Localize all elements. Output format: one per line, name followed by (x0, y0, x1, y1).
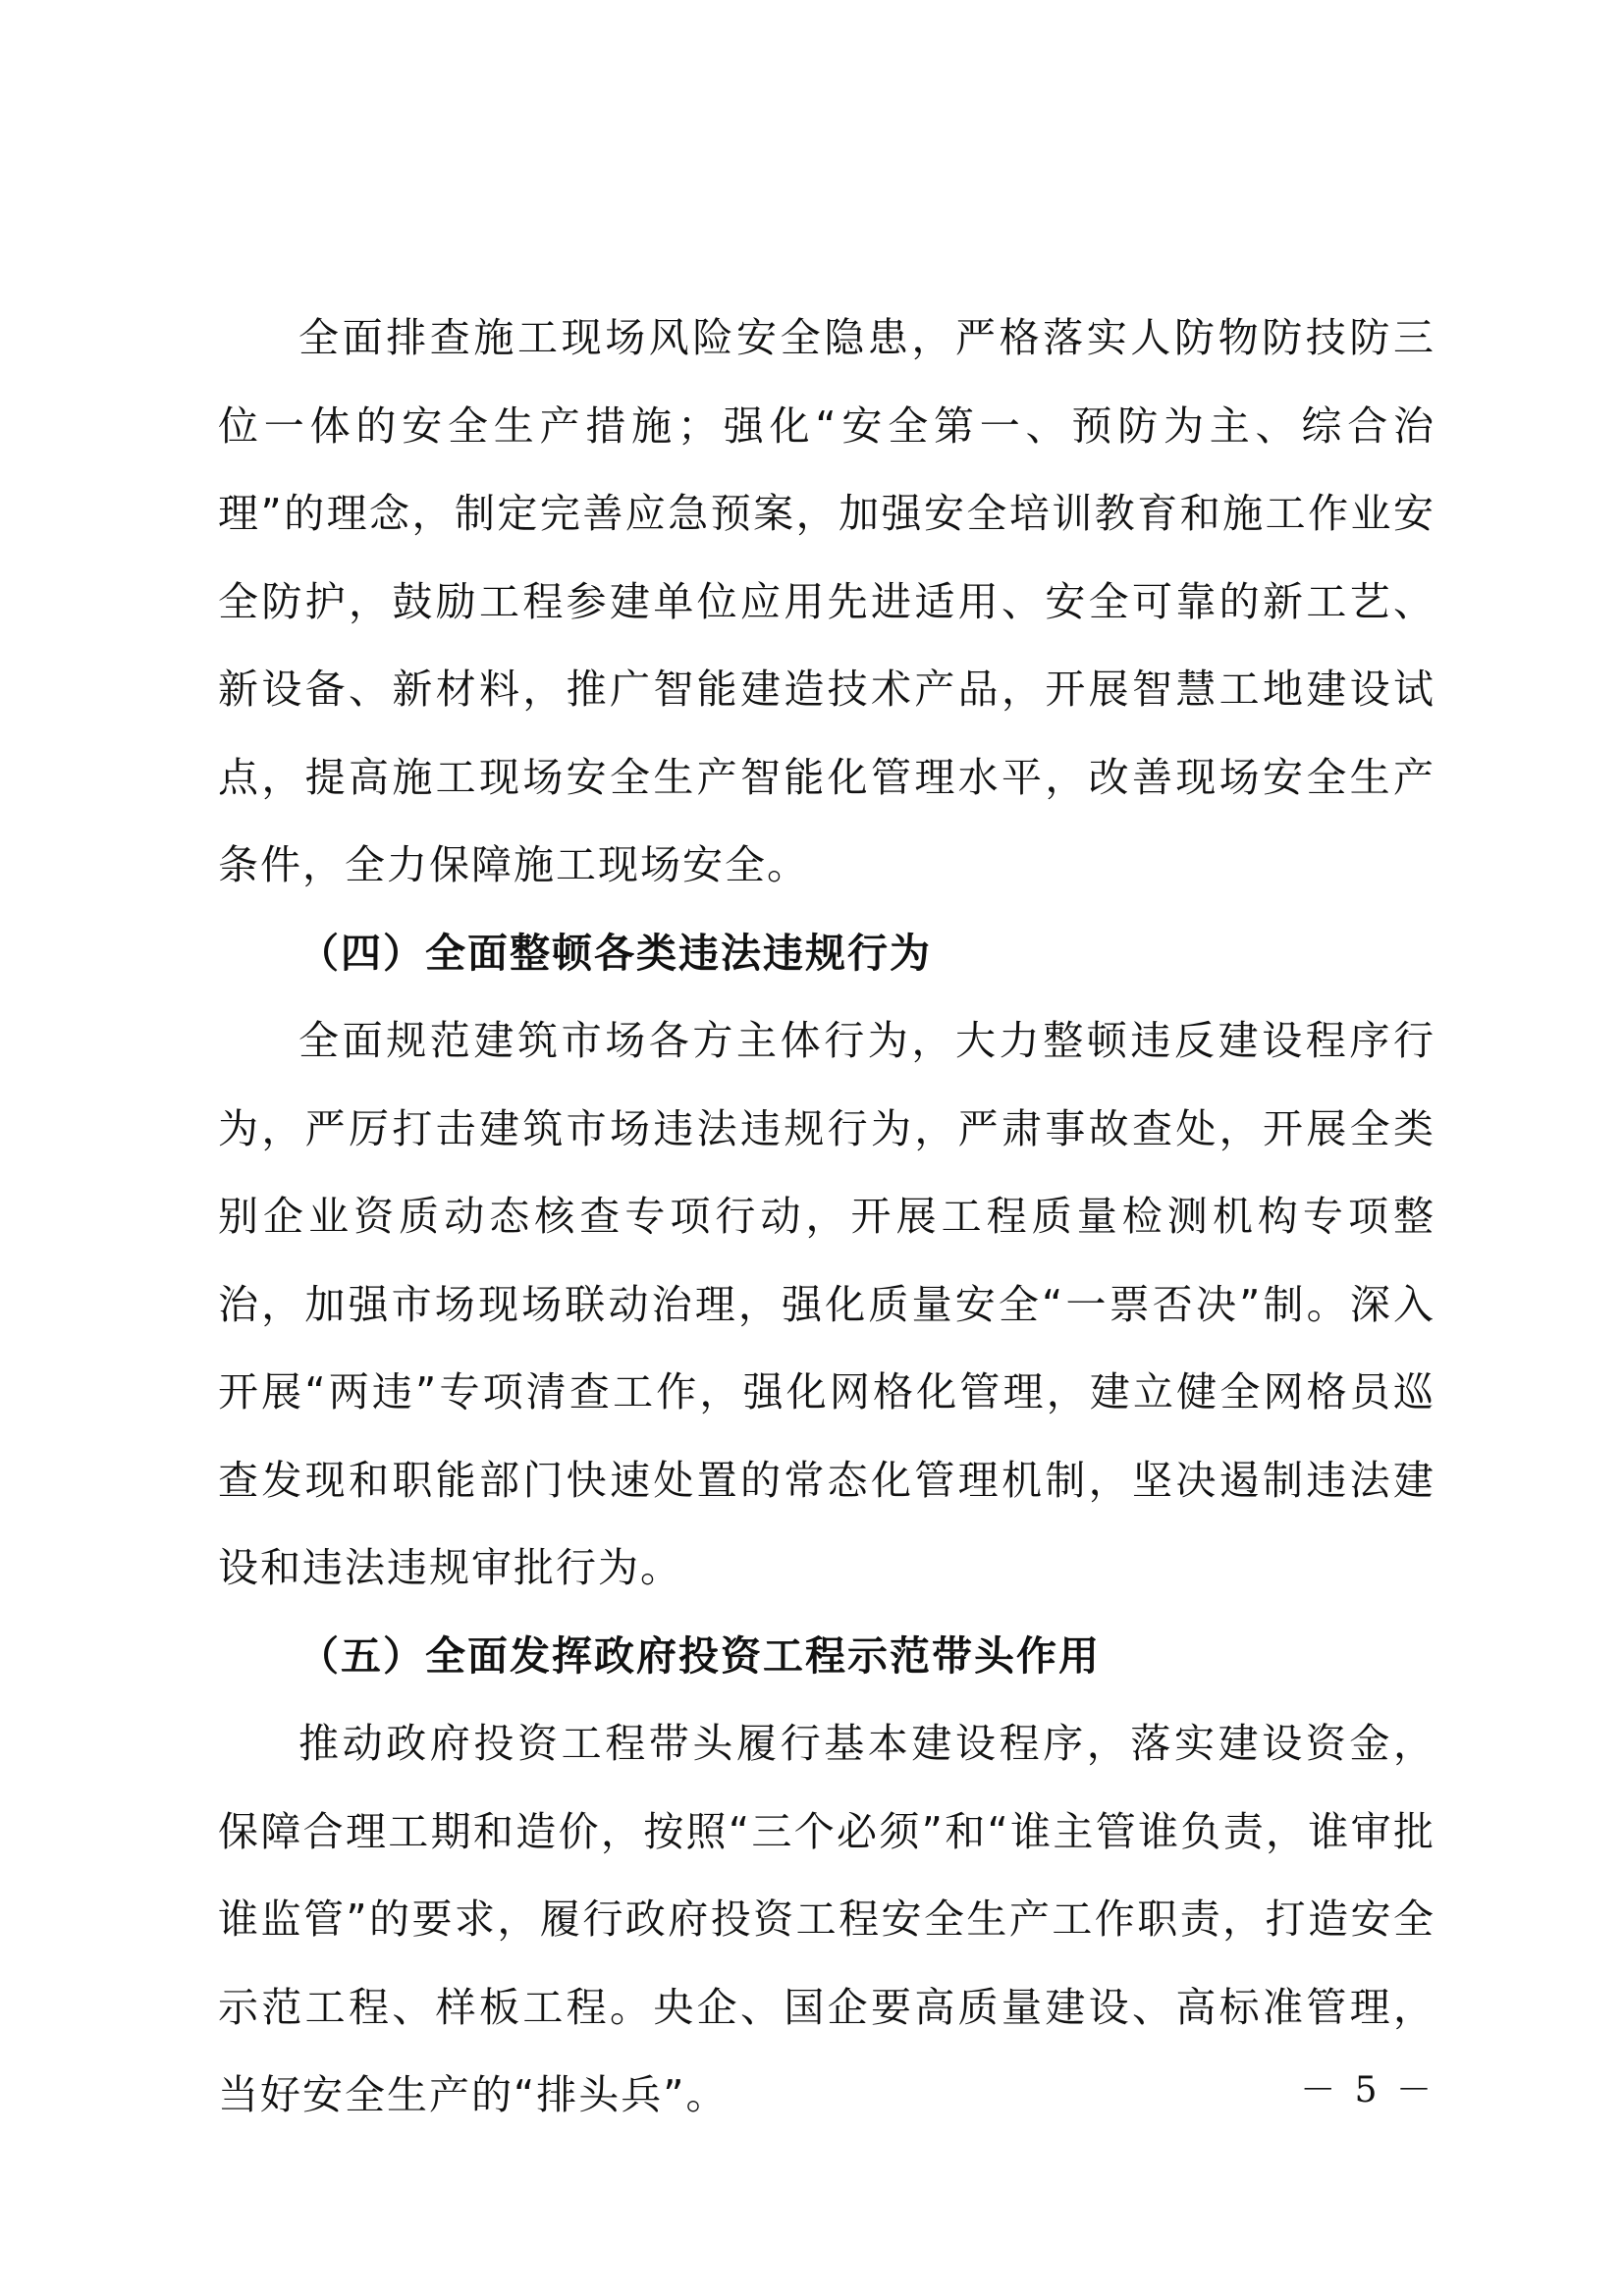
paragraph-violations: 全面规范建筑市场各方主体行为，大力整顿违反建设程序行为，严厉打击建筑市场违法违规行为，严肃事故查处，开展全类别企业资质动态核查专项行动，开展工程质量检测机构专项整治，加强市场现场联动治理，强化质量安全“一票否决”制。深入开展“两违”专项清查工作，强化网格化管理，建立健全网格员巡查发现和职能部门快速处置的常态化管理机制，坚决遏制违法建设和违法违规审批行为。 (218, 1017, 1435, 1591)
paragraph-site-safety: 全面排查施工现场风险安全隐患，严格落实人防物防技防三位一体的安全生产措施；强化“安全第一、预防为主、综合治理”的理念，制定完善应急预案，加强安全培训教育和施工作业安全防护，鼓励工程参建单位应用先进适用、安全可靠的新工艺、新设备、新材料，推广智能建造技术产品，开展智慧工地建设试点，提高施工现场安全生产智能化管理水平，改善现场安全生产条件，全力保障施工现场安全。 (218, 314, 1435, 888)
document-body (218, 294, 1435, 2140)
section-heading-4: （四）全面整顿各类违法违规行为 (298, 929, 932, 977)
page-number: － 5 － (1300, 2070, 1435, 2110)
section-heading-5: （五）全面发挥政府投资工程示范带头作用 (298, 1631, 1101, 1680)
paragraph-government-projects: 推动政府投资工程带头履行基本建设程序，落实建设资金，保障合理工期和造价，按照“三个必须”和“谁主管谁负责，谁审批谁监管”的要求，履行政府投资工程安全生产工作职责，打造安全示范工程、样板工程。央企、国企要高质量建设、高标准管理，当好安全生产的“排头兵”。 (218, 1720, 1435, 2118)
